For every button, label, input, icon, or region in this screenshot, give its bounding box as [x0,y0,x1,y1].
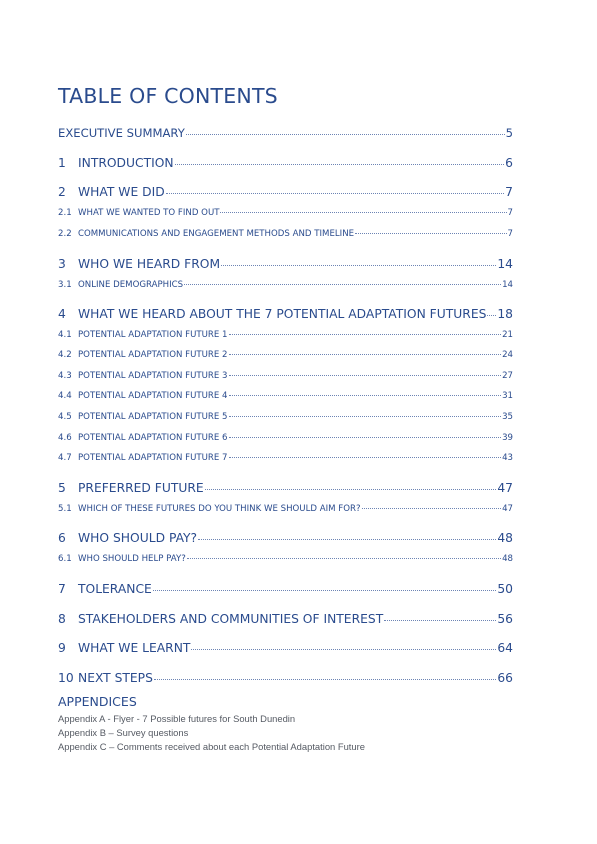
dot-leader [184,284,501,285]
toc-entry[interactable] [58,307,513,321]
dot-leader [229,395,502,396]
toc-entry-page: 50 [497,582,513,596]
toc-entry-title: EXECUTIVE SUMMARY [58,126,185,140]
toc-entry-page: 7 [507,229,513,239]
toc-entry-number: 3.1 [58,280,72,290]
toc-entry-title: POTENTIAL ADAPTATION FUTURE 3 [78,371,228,381]
toc-entry-page: 35 [502,412,513,422]
toc-entry[interactable] [58,531,513,545]
toc-entry-number: 4.2 [58,350,72,360]
toc-entry-number: 8 [58,612,66,626]
toc-entry-title: ONLINE DEMOGRAPHICS [78,280,184,290]
toc-entry-number: 2 [58,185,66,199]
toc-entry[interactable] [58,126,513,140]
toc-entry-number: 6 [58,531,66,545]
toc-entry-page: 21 [502,330,513,340]
toc-entry-page: 24 [502,350,513,360]
toc-entry-page: 39 [502,433,513,443]
toc-entry-number: 10 [58,671,74,685]
toc-entry[interactable] [58,229,513,239]
toc-entry-page: 48 [502,554,513,564]
page-title: TABLE OF CONTENTS [58,84,278,108]
dot-leader [166,193,504,194]
toc-entry-page: 56 [497,612,513,626]
toc-entry-page: 47 [497,481,513,495]
toc-entry[interactable] [58,280,513,290]
toc-entry[interactable] [58,371,513,381]
toc-entry-page: 43 [502,453,513,463]
toc-entry[interactable] [58,582,513,596]
toc-entry-number: 4.4 [58,391,72,401]
toc-entry-title: PREFERRED FUTURE [78,481,204,495]
toc-entry-page: 14 [497,257,513,271]
toc-entry[interactable] [58,433,513,443]
toc-entry-number: 4.7 [58,453,72,463]
toc-entry-page: 31 [502,391,513,401]
dot-leader [187,558,501,559]
dot-leader [229,375,502,376]
toc-entry-number: 1 [58,156,66,170]
toc-entry[interactable] [58,330,513,340]
toc-entry-title: WHAT WE DID [78,185,165,199]
toc-entry-number: 4.5 [58,412,72,422]
dot-leader [362,508,502,509]
toc-entry-page: 18 [497,307,513,321]
toc-entry[interactable] [58,641,513,655]
toc-entry-number: 3 [58,257,66,271]
toc-entry-number: 9 [58,641,66,655]
toc-entry-title: POTENTIAL ADAPTATION FUTURE 4 [78,391,228,401]
toc-entry[interactable] [58,554,513,564]
toc-entry-page: 7 [507,208,513,218]
toc-entry-number: 4.3 [58,371,72,381]
dot-leader [487,315,496,316]
dot-leader [384,620,496,621]
toc-entry-page: 27 [502,371,513,381]
toc-entry-title: POTENTIAL ADAPTATION FUTURE 2 [78,350,228,360]
dot-leader [153,590,497,591]
appendix-item: Appendix B – Survey questions [58,727,189,738]
toc-entry[interactable] [58,671,513,685]
dot-leader [229,354,502,355]
toc-entry-title: WHO WE HEARD FROM [78,257,221,271]
toc-entry-page: 66 [497,671,513,685]
toc-entry[interactable] [58,453,513,463]
toc-entry[interactable] [58,156,513,170]
toc-entry-title: WHO SHOULD PAY? [78,531,198,545]
dot-leader [229,457,502,458]
dot-leader [175,164,505,165]
toc-entry-title: WHAT WE WANTED TO FIND OUT [78,208,220,218]
toc-entry[interactable] [58,612,513,626]
toc-entry-title: COMMUNICATIONS AND ENGAGEMENT METHODS AND TIMELINE [78,229,355,239]
toc-entry-number: 4.6 [58,433,72,443]
toc-entry[interactable] [58,391,513,401]
toc-entry-title: WHICH OF THESE FUTURES DO YOU THINK WE SHOULD AIM FOR? [78,504,361,514]
toc-entry-page: 5 [505,126,513,140]
toc-entry-title: WHAT WE HEARD ABOUT THE 7 POTENTIAL ADAPTATION FUTURES [78,307,487,321]
appendices-heading: APPENDICES [58,694,137,709]
toc-entry[interactable] [58,504,513,514]
appendix-item: Appendix C – Comments received about each Potential Adaptation Future [58,741,365,752]
dot-leader [205,489,497,490]
toc-entry-number: 4.1 [58,330,72,340]
toc-entry[interactable] [58,257,513,271]
toc-entry-title: POTENTIAL ADAPTATION FUTURE 5 [78,412,228,422]
toc-entry-title: NEXT STEPS [78,671,153,685]
dot-leader [198,539,496,540]
toc-entry[interactable] [58,185,513,199]
dot-leader [186,134,505,135]
toc-entry[interactable] [58,481,513,495]
toc-entry-number: 2.1 [58,208,72,218]
toc-entry-number: 2.2 [58,229,72,239]
toc-entry[interactable] [58,350,513,360]
toc-entry-page: 48 [497,531,513,545]
toc-entry[interactable] [58,208,513,218]
toc-entry-title: WHAT WE LEARNT [78,641,191,655]
dot-leader [355,233,506,234]
toc-entry-page: 47 [502,504,513,514]
toc-entry-page: 64 [497,641,513,655]
dot-leader [154,679,496,680]
toc-entry-title: WHO SHOULD HELP PAY? [78,554,186,564]
toc-entry-title: POTENTIAL ADAPTATION FUTURE 6 [78,433,228,443]
dot-leader [221,265,496,266]
toc-entry-title: INTRODUCTION [78,156,174,170]
dot-leader [191,649,496,650]
toc-entry-title: TOLERANCE [78,582,152,596]
toc-entry-title: POTENTIAL ADAPTATION FUTURE 7 [78,453,228,463]
toc-entry-page: 6 [505,156,513,170]
toc-entry-page: 7 [505,185,513,199]
dot-leader [229,437,502,438]
toc-entry-number: 4 [58,307,66,321]
toc-entry[interactable] [58,412,513,422]
toc-entry-number: 5.1 [58,504,72,514]
toc-entry-number: 6.1 [58,554,72,564]
dot-leader [229,416,502,417]
toc-entry-number: 5 [58,481,66,495]
toc-entry-page: 14 [502,280,513,290]
toc-entry-title: STAKEHOLDERS AND COMMUNITIES OF INTEREST [78,612,384,626]
dot-leader [229,334,502,335]
dot-leader [220,212,506,213]
toc-entry-number: 7 [58,582,66,596]
toc-entry-title: POTENTIAL ADAPTATION FUTURE 1 [78,330,228,340]
appendix-item: Appendix A - Flyer - 7 Possible futures for South Dunedin [58,713,296,724]
